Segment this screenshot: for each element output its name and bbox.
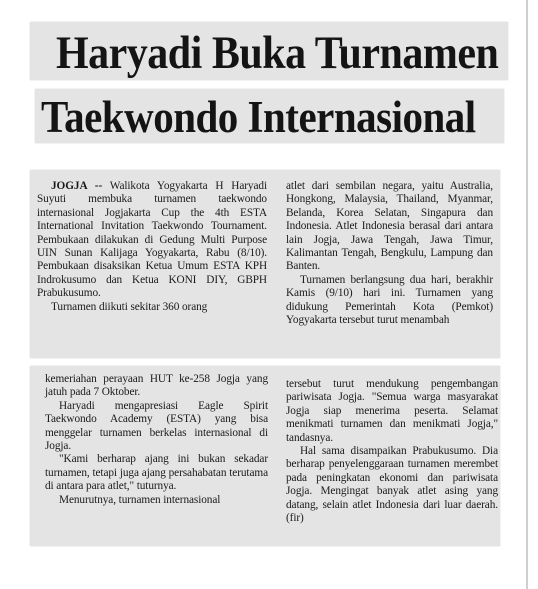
page-edge-line	[526, 0, 528, 589]
paragraph: atlet dari sembilan negara, yaitu Australia, Hongkong, Malaysia, Thailand, Myanmar, Belanda, Korea Selatan, Singapura dan Indonesia. Atlet Indonesia berasal dari antara lain Jogja, Jawa Tengah, Jawa Timur, Kalimantan Tengah, Bengkulu, Lampung dan Banten.	[286, 180, 493, 273]
paragraph: "Kami berharap ajang ini bukan sekadar turnamen, tetapi juga ajang persahabatan terutama di antara para atlet," tuturnya.	[45, 453, 268, 493]
paragraph: Haryadi mengapresiasi Eagle Spirit Taekwondo Academy (ESTA) yang bisa menggelar turnamen berkelas internasional di Jogja.	[45, 399, 268, 453]
headline-clipping-2	[35, 89, 504, 143]
article-column-2	[286, 180, 493, 327]
headline-clipping-1	[30, 22, 508, 80]
paragraph: Turnamen berlangsung dua hari, berakhir Kamis (9/10) hari ini. Turnamen yang didukung Pemerintah Kota (Pemkot) Yogyakarta tersebut turut menambah	[286, 273, 493, 327]
article-column-4	[286, 378, 498, 525]
paragraph-text: Walikota Yogyakarta H Haryadi Suyuti membuka turnamen taekwondo internasional Jogjakarta Cup the 4th ESTA International Invitation Taekwondo Tournament. Pembukaan dilakukan di Gedung Multi Purpose UIN Sunan Kalijaga Yogyakarta, Rabu (8/10). Pembukaan disaksikan Ketua Umum ESTA KPH Indrokusumo dan Ketua KONI DIY, GBPH Prabukusumo.	[37, 180, 267, 300]
paragraph: Turnamen diikuti sekitar 360 orang	[51, 300, 208, 313]
paragraph	[37, 180, 267, 301]
dateline: JOGJA --	[51, 180, 103, 192]
paragraph: tersebut turut mendukung pengembangan pariwisata Jogja. "Semua warga masyarakat Jogja siap menerima peserta. Selamat menikmati turnamen dan menikmati Jogja," tandasnya.	[286, 378, 498, 444]
paragraph: kemeriahan perayaan HUT ke-258 Jogja yang jatuh pada 7 Oktober.	[45, 373, 268, 399]
article-column-1	[37, 180, 267, 314]
article-column-3	[45, 373, 268, 507]
paragraph: Hal sama disampaikan Prabukusumo. Dia berharap penyelenggaraan turnamen merembet pada peningkatan ekonomi dan pariwisata Jogja. Mengingat banyak atlet asing yang datang, selain atlet Indonesia dari luar daerah. (fir)	[286, 445, 498, 525]
headline-line-2: Taekwondo Internasional	[41, 90, 476, 143]
paragraph: Menurutnya, turnamen internasional	[59, 493, 221, 506]
headline-line-1: Haryadi Buka Turnamen	[56, 27, 499, 80]
